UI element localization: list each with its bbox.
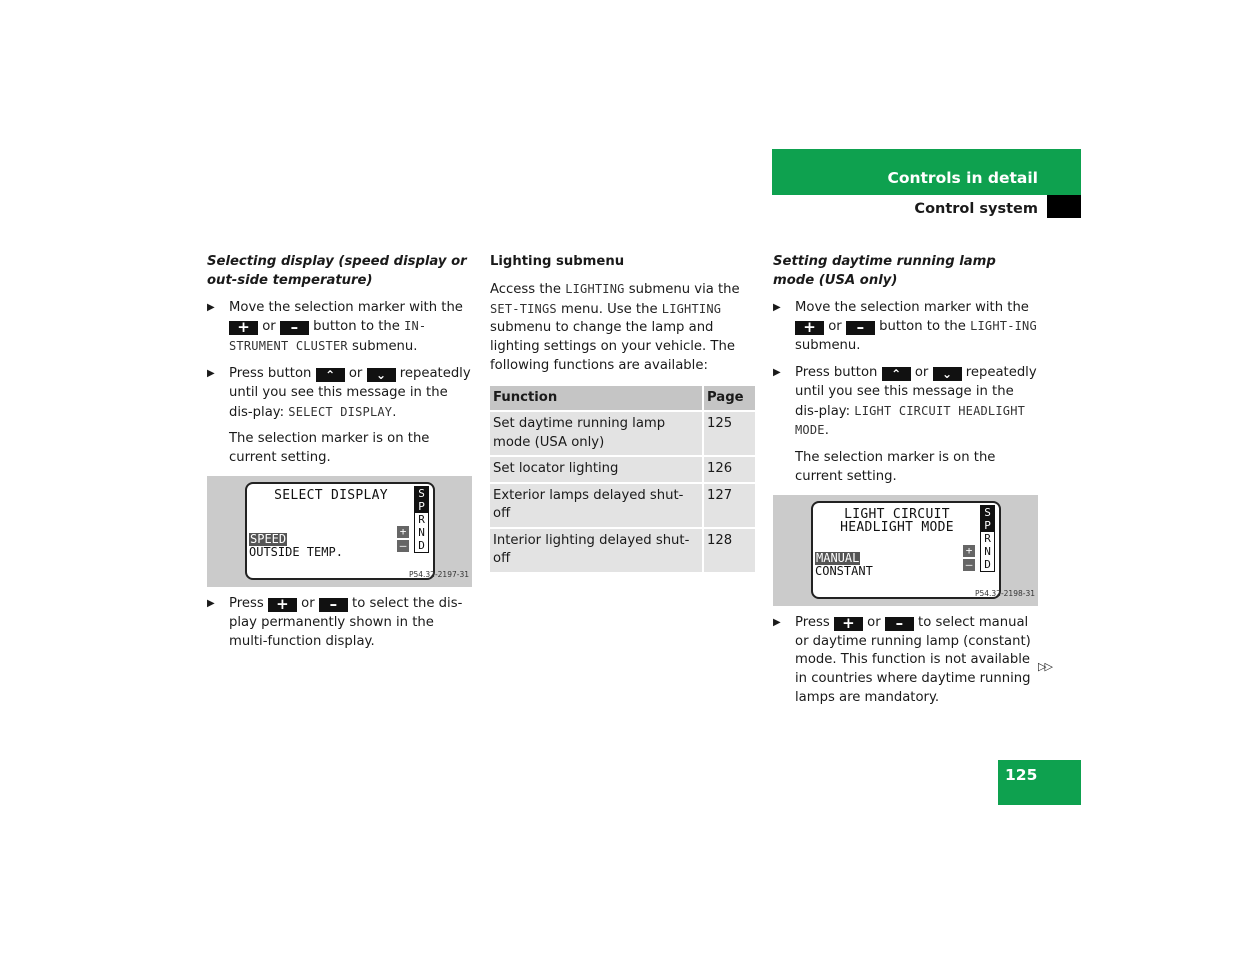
menu-name: LIGHT-ING [970, 319, 1037, 334]
figure-code: P54.32-2198-31 [974, 588, 1035, 598]
lcd-option-selected: MANUAL [816, 550, 860, 565]
heading-lighting: Lighting submenu [490, 254, 625, 269]
functions-table [490, 386, 755, 574]
note-marker: The selection marker is on the current setting. [229, 431, 430, 466]
column-lighting-submenu [490, 253, 755, 574]
gear-indicator: S P R N D [414, 486, 429, 553]
down-button-icon: ⌄ [933, 367, 962, 381]
section-header [772, 149, 1081, 195]
lcd-option: OUTSIDE TEMP. [249, 544, 343, 559]
minus-button-icon: – [319, 598, 348, 612]
table-row: Exterior lamps delayed shut-off 127 [490, 483, 755, 528]
bullet-arrow-icon: ▶ [207, 597, 215, 609]
bullet-arrow-icon: ▶ [207, 367, 215, 379]
message-name: SELECT DISPLAY [288, 404, 393, 419]
header-marker [1047, 195, 1081, 218]
table-row: Interior lighting delayed shut-off 128 [490, 528, 755, 573]
figure-code: P54.32-2197-31 [408, 570, 469, 580]
plus-button-icon: + [795, 321, 824, 335]
down-button-icon: ⌄ [367, 368, 396, 382]
step-press-button: ▶ Press button ⌃ or ⌄ repeatedly until you see this message in the dis-play: SELECT DISPLAY. [207, 365, 471, 420]
display-figure-light [773, 495, 1038, 606]
bullet-arrow-icon: ▶ [773, 301, 781, 313]
step-move-marker: ▶ Move the selection marker with the + or – button to the IN-STRUMENT CLUSTER submenu. [207, 299, 463, 355]
table-row: Set daytime running lamp mode (USA only) 125 [490, 411, 755, 456]
plus-button-icon: + [834, 617, 863, 631]
note-marker: The selection marker is on the current setting. [795, 450, 996, 484]
bullet-arrow-icon: ▶ [773, 616, 781, 628]
continue-arrow-icon: ▷▷ [1038, 660, 1051, 673]
table-row: Set locator lighting 126 [490, 456, 755, 483]
table-header-row: Function Page [490, 386, 755, 412]
plus-button-icon: + [268, 598, 297, 612]
gear-indicator: S P R N D [980, 505, 995, 572]
message-name: LIGHT CIRCUIT HEADLIGHT MODE [795, 403, 1026, 438]
bullet-arrow-icon: ▶ [773, 366, 781, 378]
lighting-intro: Access the LIGHTING submenu via the SET-TINGS menu. Use the LIGHTING submenu to change the lamp and lighting settings on your vehicle. The following functions are available: [490, 281, 740, 373]
bullet-arrow-icon: ▶ [207, 301, 215, 313]
step-select-display: ▶ Press + or – to select the dis-play permanently shown in the multi-function display. [207, 594, 463, 649]
lcd-plus-minus: + – [963, 545, 975, 573]
step-move-marker: ▶ Move the selection marker with the + or – button to the LIGHT-ING submenu. [773, 299, 1037, 354]
lcd-option-selected: SPEED [250, 531, 287, 546]
up-button-icon: ⌃ [316, 368, 345, 382]
subsection-title: Control system [914, 201, 1038, 217]
minus-button-icon: – [846, 321, 875, 335]
minus-button-icon: – [885, 617, 914, 631]
minus-button-icon: – [280, 321, 309, 335]
heading-select-display: Selecting display (speed display or out-side temperature) [207, 254, 467, 288]
display-figure-select [207, 476, 472, 587]
lcd-option: CONSTANT [815, 563, 873, 578]
step-press-button: ▶ Press button ⌃ or ⌄ repeatedly until you see this message in the dis-play: LIGHT CIRCUIT HEADLIGHT MODE. [773, 364, 1037, 439]
lcd-screen: LIGHT CIRCUIT HEADLIGHT MODE MANUAL CONSTANT + – S P R N D [811, 501, 1001, 599]
menu-name: IN-STRUMENT CLUSTER [229, 319, 427, 354]
section-title: Controls in detail [887, 169, 1038, 187]
step-select-mode: ▶ Press + or – to select manual or daytime running lamp (constant) mode. This function is not available in countries where daytime running lamps are mandatory. [773, 613, 1031, 705]
plus-button-icon: + [229, 321, 258, 335]
column-select-display [207, 253, 472, 659]
heading-daytime-lamp: Setting daytime running lamp mode (USA only) [773, 254, 996, 288]
up-button-icon: ⌃ [882, 367, 911, 381]
column-daytime-lamp [773, 253, 1038, 716]
lcd-plus-minus: + – [397, 526, 409, 554]
lcd-screen: SELECT DISPLAY SPEED OUTSIDE TEMP. + – S P R N D [245, 482, 435, 580]
page-number: 125 [998, 760, 1081, 805]
